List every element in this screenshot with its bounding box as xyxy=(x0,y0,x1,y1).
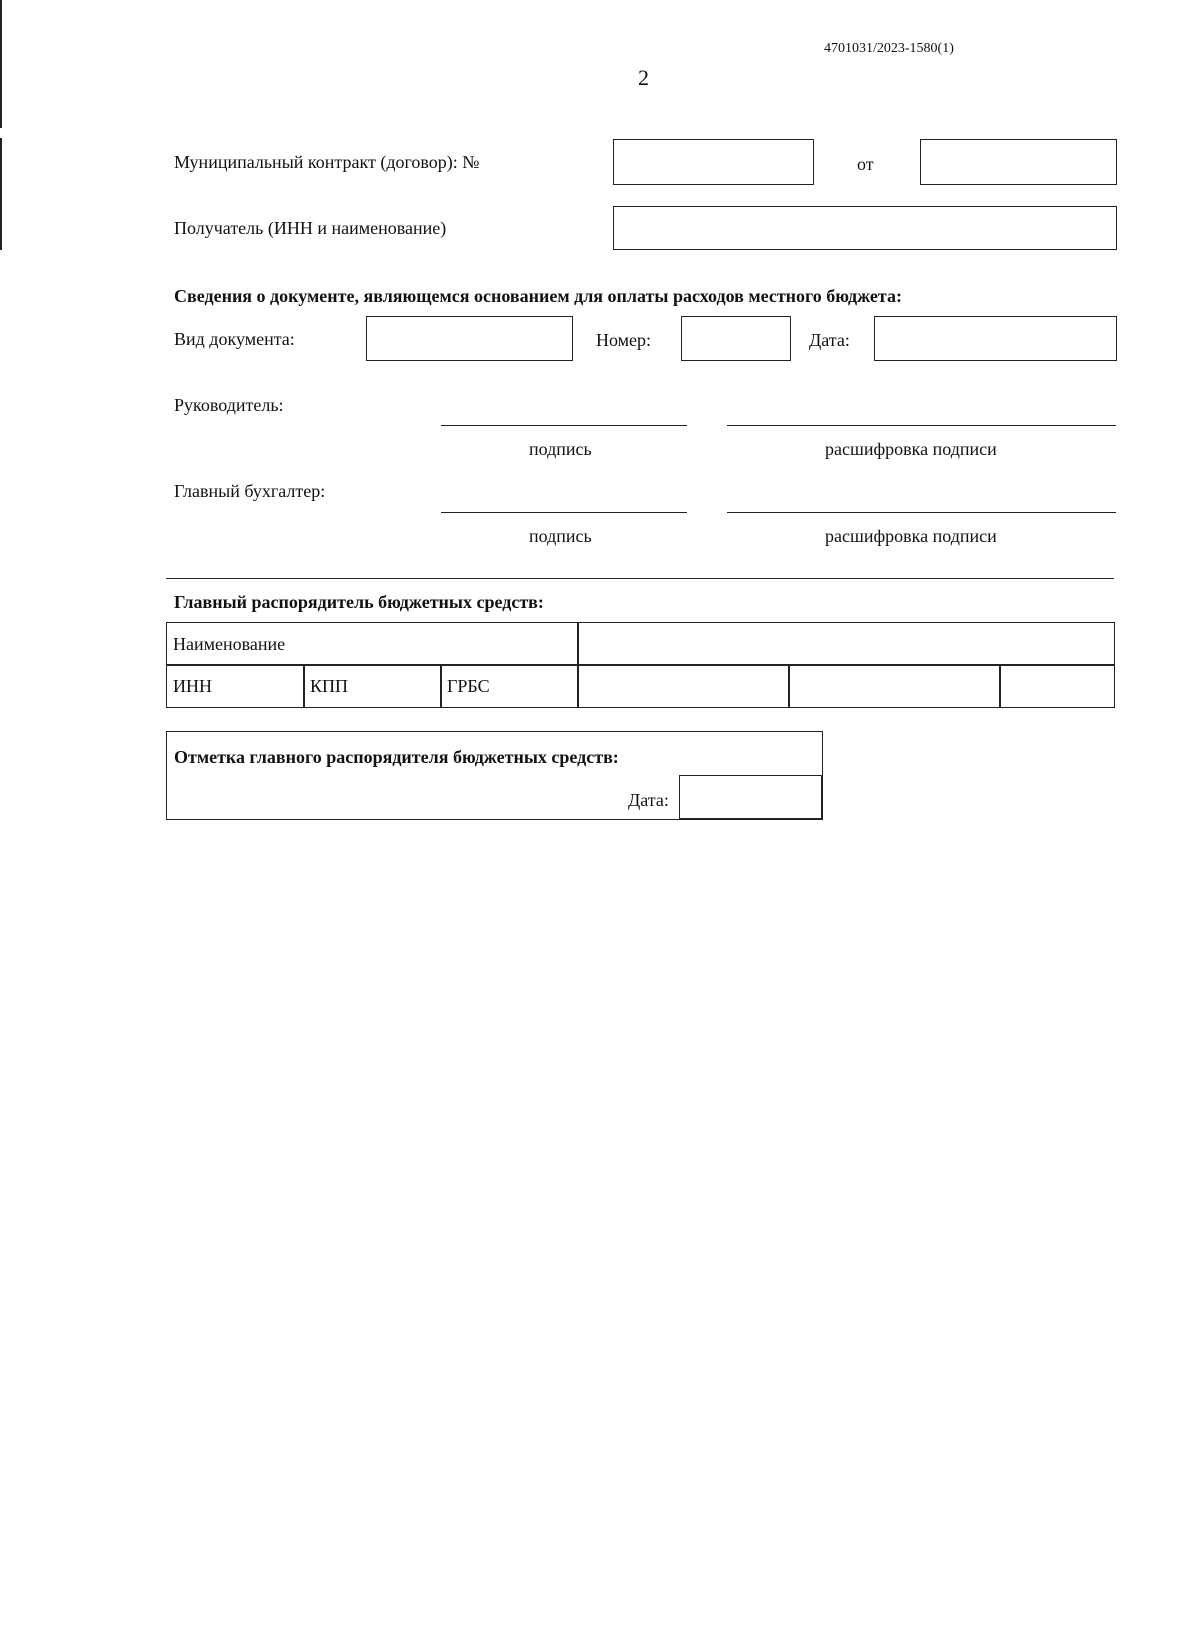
grbs-name-value-cell[interactable] xyxy=(577,622,1115,666)
grbs-mark-date-field[interactable] xyxy=(679,775,822,819)
doc-number-field[interactable] xyxy=(681,316,791,361)
head-signature-line[interactable] xyxy=(441,425,687,426)
grbs-mark-heading: Отметка главного распорядителя бюджетных средств: xyxy=(174,747,619,767)
grbs-inn-value-cell[interactable] xyxy=(577,664,790,708)
contract-label: Муниципальный контракт (договор): № xyxy=(174,152,480,172)
page-number: 2 xyxy=(638,65,649,90)
doc-type-field[interactable] xyxy=(366,316,573,361)
chief-accountant-decoding-caption: расшифровка подписи xyxy=(825,526,997,546)
grbs-heading: Главный распорядитель бюджетных средств: xyxy=(174,592,544,612)
head-signature-caption: подпись xyxy=(529,439,592,459)
head-decoding-caption: расшифровка подписи xyxy=(825,439,997,459)
contract-date-field[interactable] xyxy=(920,139,1117,185)
chief-accountant-signature-caption: подпись xyxy=(529,526,592,546)
scan-edge-mark xyxy=(0,138,2,250)
scan-edge-mark xyxy=(0,0,2,128)
grbs-grbs-label-cell: ГРБС xyxy=(440,664,579,708)
grbs-inn-label-cell: ИНН xyxy=(166,664,305,708)
grbs-kpp-value-cell[interactable] xyxy=(788,664,1001,708)
head-label: Руководитель: xyxy=(174,395,284,415)
chief-accountant-label: Главный бухгалтер: xyxy=(174,481,326,501)
grbs-mark-date-label: Дата: xyxy=(628,790,669,810)
chief-accountant-signature-line[interactable] xyxy=(441,512,687,513)
doc-date-field[interactable] xyxy=(874,316,1117,361)
recipient-field[interactable] xyxy=(613,206,1117,250)
grbs-grbs-value-cell[interactable] xyxy=(999,664,1115,708)
contract-from-label: от xyxy=(857,154,874,174)
basis-heading: Сведения о документе, являющемся основанием для оплаты расходов местного бюджета: xyxy=(174,286,902,306)
contract-number-field[interactable] xyxy=(613,139,814,185)
grbs-name-label-cell: Наименование xyxy=(166,622,579,666)
head-decoding-line[interactable] xyxy=(727,425,1116,426)
grbs-kpp-label-cell: КПП xyxy=(303,664,442,708)
doc-number-label: Номер: xyxy=(596,330,652,350)
section-divider xyxy=(166,578,1114,579)
recipient-label: Получатель (ИНН и наименование) xyxy=(174,218,447,238)
grbs-mark-box xyxy=(166,731,823,820)
document-id: 4701031/2023-1580(1) xyxy=(824,41,954,56)
doc-date-label: Дата: xyxy=(809,330,850,350)
chief-accountant-decoding-line[interactable] xyxy=(727,512,1116,513)
doc-type-label: Вид документа: xyxy=(174,329,295,349)
